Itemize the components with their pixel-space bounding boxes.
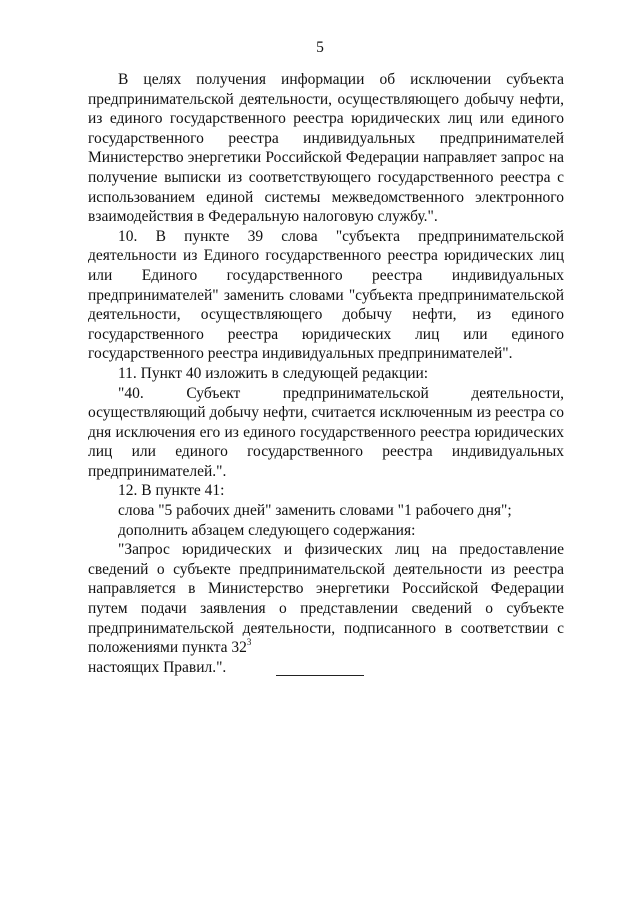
paragraph-item-40-text: "40. Субъект предпринимательской деятельности, осуществляющий добычу нефти, считается исключенным из реестра со дня исключения его из единого государственного реестра юридических лиц или единого государственного реестра индивидуальных предпринимателей.". xyxy=(88,384,564,480)
end-divider xyxy=(276,675,364,676)
page-number: 5 xyxy=(316,39,324,56)
document-body xyxy=(88,70,564,677)
paragraph-item-10: 10. В пункте 39 слова "субъекта предпринимательской деятельности из Единого государственного реестра юридических лиц или Единого государственного реестра индивидуальных предпринимателей" заменить словами "субъекта предпринимательской деятельности, осуществляющего добычу нефти, из единого государственного реестра юридических лиц или единого государственного реестра индивидуальных предпринимателей". xyxy=(88,227,564,363)
paragraph-item-12: 12. В пункте 41: xyxy=(118,482,225,500)
request-text-tail: настоящих Правил.". xyxy=(88,658,227,676)
paragraph-request-text xyxy=(88,540,564,677)
paragraph-item-11: 11. Пункт 40 изложить в следующей редакции: xyxy=(118,364,429,382)
footnote-superscript: 3 xyxy=(246,637,252,648)
request-text-main: "Запрос юридических и физических лиц на предоставление сведений о субъекте предпринимательской деятельности из реестра направляется в Министерство энергетики Российской Федерации путем подачи заявления о представлении сведений о субъекте предпринимательской деятельности, подписанного в соответствии с положениями пункта 32 xyxy=(88,541,564,657)
paragraph-item-12-supplement: дополнить абзацем следующего содержания: xyxy=(118,521,416,539)
paragraph-item-12-words: слова "5 рабочих дней" заменить словами "1 рабочего дня"; xyxy=(118,502,512,520)
paragraph-purpose: В целях получения информации об исключении субъекта предпринимательской деятельности, осуществляющего добычу нефти, из единого государственного реестра юридических лиц или единого государственного реестра индивидуальных предпринимателей Министерство энергетики Российской Федерации направляет запрос на получение выписки из соответствующего государственного реестра с использованием единой системы межведомственного электронного взаимодействия в Федеральную налоговую службу.". xyxy=(88,71,564,226)
